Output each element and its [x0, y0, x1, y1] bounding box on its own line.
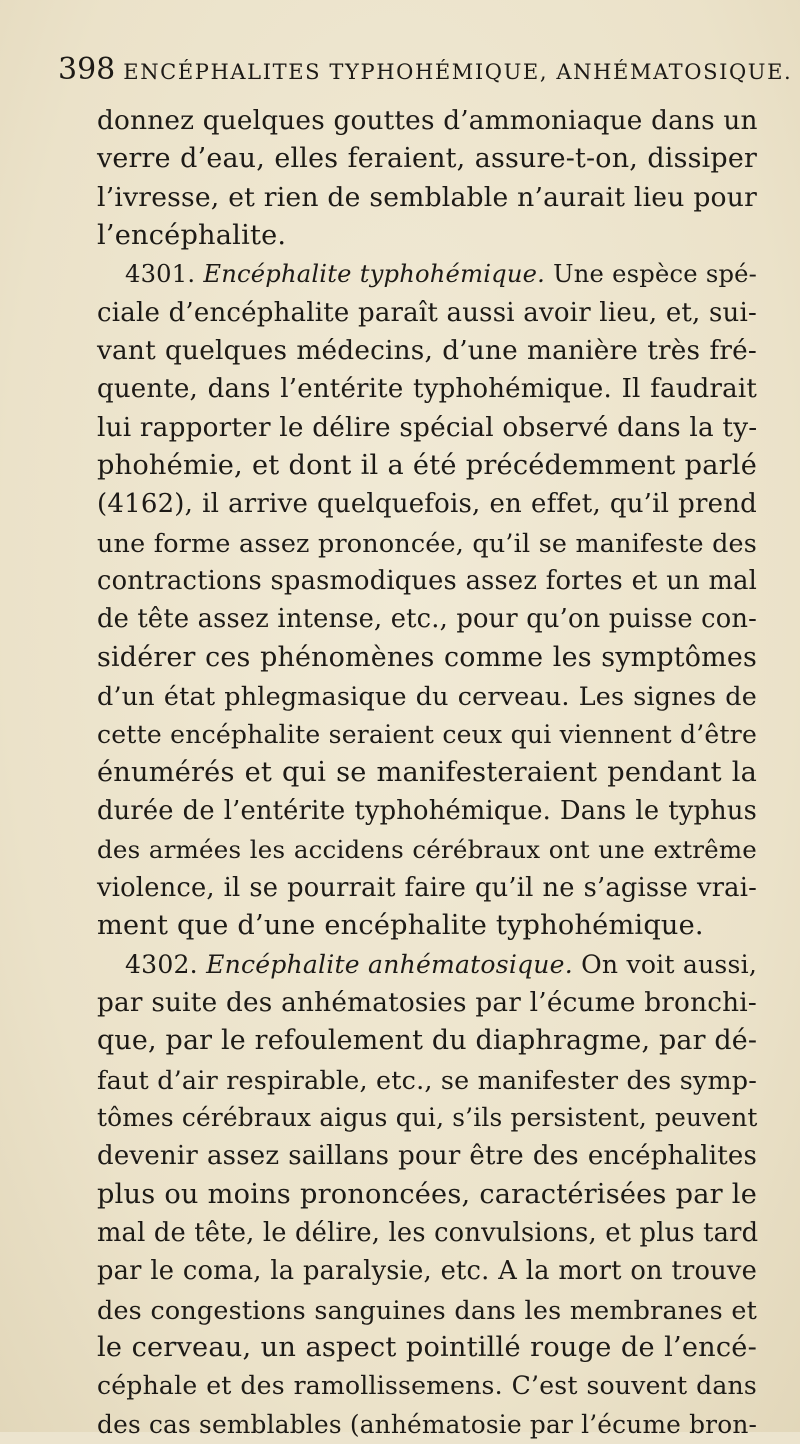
page-header [58, 52, 793, 92]
text-line: contractions spasmodiques assez fortes et un mal [97, 566, 757, 597]
text-line: sidérer ces phénomènes comme les symptômes [97, 641, 757, 673]
body-text [97, 102, 757, 1444]
line-text: Une espèce spé- [553, 260, 758, 289]
text-line: plus ou moins prononcées, caractérisées par le [97, 1178, 757, 1210]
text-line: l’encéphalite. [97, 220, 287, 252]
section-heading: Encéphalite anhématosique. [206, 949, 573, 979]
text-line: durée de l’entérite typhohémique. Dans le typhus [97, 796, 757, 827]
page-number: 398 [58, 52, 116, 87]
text-line [97, 255, 757, 293]
text-line: (4162), il arrive quelquefois, en effet, qu’il prend [97, 489, 757, 520]
text-line: ciale d’encéphalite paraît aussi avoir lieu, et, sui- [97, 297, 757, 328]
text-line: l’ivresse, et rien de semblable n’aurait lieu pour [97, 181, 757, 213]
section-heading: Encéphalite typhohémique. [203, 260, 546, 289]
text-line: des armées les accidens cérébraux ont une extrême [97, 834, 757, 864]
text-line: vant quelques médecins, d’une manière très fré- [97, 336, 757, 367]
text-line: verre d’eau, elles feraient, assure-t-on, dissiper [97, 143, 757, 175]
text-line: donnez quelques gouttes d’ammoniaque dans un [97, 106, 758, 136]
text-line: cette encéphalite seraient ceux qui viennent d’être [97, 719, 757, 749]
text-line: que, par le refoulement du diaphragme, par dé- [97, 1025, 758, 1057]
paragraph-number: 4302. [125, 949, 198, 979]
text-line: phohémie, et dont il a été précédemment parlé [97, 450, 757, 482]
text-line: mal de tête, le délire, les convulsions, et plus tard [97, 1217, 759, 1248]
text-line: énumérés et qui se manifesteraient pendant la [97, 756, 757, 788]
text-line: par le coma, la paralysie, etc. A la mort on trouve [97, 1256, 757, 1287]
text-line: ment que d’une encéphalite typhohémique. [97, 910, 704, 942]
text-line: quente, dans l’entérite typhohémique. Il faudrait [97, 374, 757, 405]
text-line: des congestions sanguines dans les membranes et [97, 1294, 757, 1325]
line-text: On voit aussi, [581, 949, 757, 979]
text-line: le cerveau, un aspect pointillé rouge de l’encé- [97, 1332, 757, 1363]
text-line: par suite des anhématosies par l’écume bronchi- [97, 987, 757, 1018]
text-line: des cas semblables (anhématosie par l’écume bron- [97, 1409, 758, 1439]
text-line: lui rapporter le délire spécial observé dans la ty- [97, 412, 758, 443]
text-line: devenir assez saillans pour être des encéphalites [97, 1141, 757, 1172]
text-line: faut d’air respirable, etc., se manifester des symp- [97, 1064, 757, 1095]
text-line: de tête assez intense, etc., pour qu’on puisse con- [97, 604, 757, 635]
text-line: une forme assez prononcée, qu’il se manifeste des [97, 527, 757, 558]
text-line [97, 946, 757, 984]
paragraph-number: 4301. [125, 260, 196, 289]
running-title: ENCÉPHALITES TYPHOHÉMIQUE, ANHÉMATOSIQUE. [123, 60, 793, 84]
text-line: d’un état phlegmasique du cerveau. Les signes de [97, 681, 757, 712]
text-line: céphale et des ramollissemens. C’est souvent dans [97, 1371, 757, 1401]
text-line: violence, il se pourrait faire qu’il ne s’agisse vrai- [97, 872, 757, 903]
text-line: tômes cérébraux aigus qui, s’ils persistent, peuvent [97, 1102, 758, 1132]
